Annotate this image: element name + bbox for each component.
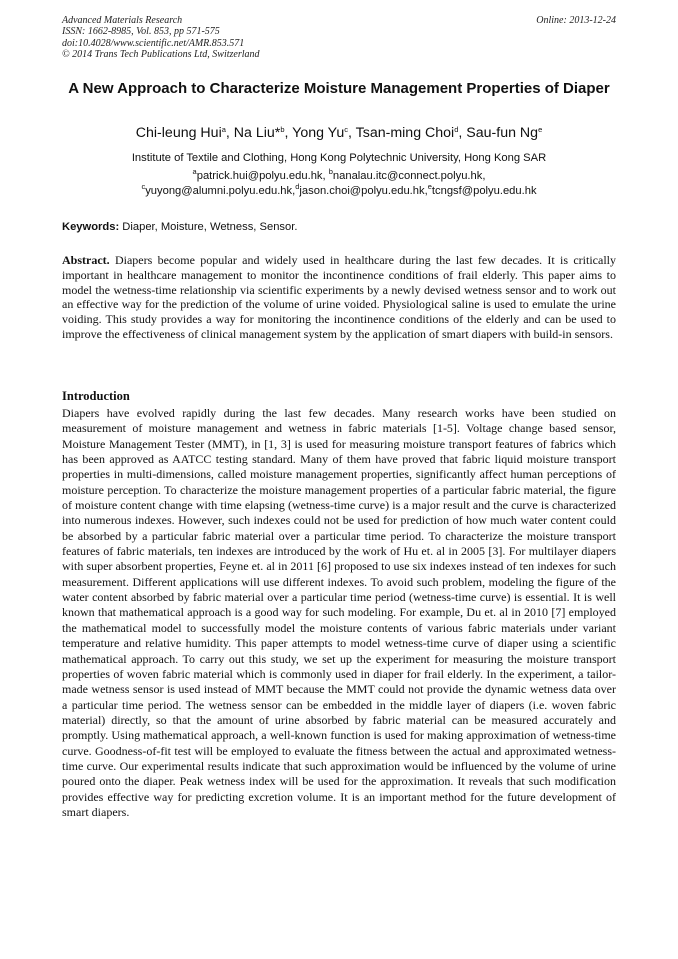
email-a[interactable]: patrick.hui@polyu.edu.hk, <box>196 170 329 182</box>
author-mark: b <box>280 125 285 134</box>
author-separator: , <box>284 125 293 141</box>
abstract-text: Diapers become popular and widely used in healthcare during the last few decades. It is critically important in healthcare management to monitor the incontinence conditions of frail elderly. This paper aims to model the wetness-time relationship via scientific experiments by a newly devised wetness sensor and to work out an effective way for the prediction of the volume of urine voided. Physiological saline is used to emulate the urine voiding. This study provides a way for monitoring the incontinence conditions of the elderly and can be used to improve the effectiveness of clinical management system by the application of smart diapers with build-in sensors. <box>62 253 616 341</box>
doi-line: doi:10.4028/www.scientific.net/AMR.853.571 <box>62 37 245 49</box>
author-separator: , <box>348 125 356 141</box>
author-name: Na Liu* <box>233 125 281 141</box>
issn-line: ISSN: 1662-8985, Vol. 853, pp 571-575 <box>62 26 220 38</box>
author-name: Tsan-ming Choi <box>355 125 455 141</box>
email-mark: d <box>295 182 300 191</box>
email-mark: a <box>192 167 197 176</box>
section-heading-introduction: Introduction <box>62 389 130 403</box>
keywords <box>62 220 616 234</box>
email-e[interactable]: tcngsf@polyu.edu.hk <box>431 185 537 197</box>
journal-name: Advanced Materials Research <box>62 15 183 26</box>
author-name: Sau-fun Ng <box>466 125 539 141</box>
email-d[interactable]: jason.choi@polyu.edu.hk, <box>299 185 428 197</box>
affiliation: Institute of Textile and Clothing, Hong Kong Polytechnic University, Hong Kong SAR <box>131 152 547 164</box>
author-mark: a <box>221 125 226 134</box>
email-line-1 <box>62 169 616 183</box>
abstract-label: Abstract. <box>62 253 110 267</box>
copyright-line: © 2014 Trans Tech Publications Ltd, Switzerland <box>62 48 260 60</box>
author-name: Yong Yu <box>292 125 345 141</box>
email-c[interactable]: yuyong@alumni.polyu.edu.hk, <box>145 185 296 197</box>
email-mark: e <box>427 182 432 191</box>
email-b[interactable]: nanalau.itc@connect.polyu.hk, <box>332 170 486 182</box>
introduction-body: Diapers have evolved rapidly during the last few decades. Many research works have been studied on measurement of moisture management and wetness in fabric materials [1-5]. Voltage change based sensor, Moisture Management Tester (MMT), in [1, 3] is used for measuring moisture transport features of fabrics which has been approved as AATCC testing standard. Many of them have proved that fabric liquid moisture transport properties in multi-dimensions, called moisture management properties, significantly affect human perceptions of moisture perception. To characterize the moisture management properties of a particular fabric material, the figure of moisture content change with time elapsing (wetness-time curve) is a major result and the curve is characterized into numerous indexes. However, such indexes could not be used for prediction of how much water content could be absorbed by a particular fabric material over a particular time period. To characterize the moisture transport features of fabric materials, ten indexes are introduced by the work of Hu et. al in 2005 [3]. For multilayer diapers with super absorbent properties, Feyne et. al in 2011 [6] proposed to use six indexes instead of ten indexes for such measurement. Different applications will use different indexes. To avoid such problem, modeling the figure of the water content absorbed by fabric material over a particular time period (wetness-time curve) is essential. It is well known that mathematical approach is a good way for such modeling. For example, Du et. al in 2010 [7] employed the mathematical model to successfully model the moisture contents of various fabric materials under variant temperature and relative humidity. This paper attempts to model wetness-time curve of diaper using a scientific mathematical approach. To carry out this study, we set up the experiment for measuring the moisture transport properties of woven fabric material which is commonly used in diaper for frail elderly. In the experiment, a tailor-made wetness sensor is used instead of MMT because the MMT could not provide the dynamic wetness data over a particular time period. The wetness sensor can be embedded in the middle layer of diapers (i.e. woven fabric material) directly, so that the amount of urine absorbed by fabric material can be measured accurately and promptly. Using mathematical approach, a well-known function is used for making approximation of wetness-time curve. Goodness-of-fit test will be employed to evaluate the fitness between the actual and approximated wetness-time curve. Our experimental results indicate that such approximation would be influenced by the volume of urine poured onto the diaper. Peak wetness index will be used for the approximation. It reveals that such modification provides effective way for predicting excretion volume. It is an important method for the future development of smart diapers. <box>62 406 616 819</box>
paper-title: A New Approach to Characterize Moisture Management Properties of Diaper <box>68 80 610 97</box>
email-line-2 <box>62 184 616 198</box>
keywords-text: Diaper, Moisture, Wetness, Sensor. <box>119 221 298 233</box>
author-separator: , <box>225 125 234 141</box>
author-separator: , <box>458 125 467 141</box>
online-date: Online: 2013-12-24 <box>536 15 616 26</box>
author-mark: c <box>344 125 348 134</box>
abstract <box>62 253 616 342</box>
author-list <box>62 124 616 142</box>
email-mark: b <box>328 167 333 176</box>
journal-header <box>62 15 616 60</box>
author-name: Chi-leung Hui <box>135 125 222 141</box>
author-mark: e <box>538 125 543 134</box>
email-mark: c <box>141 182 146 191</box>
keywords-label: Keywords: <box>62 221 120 233</box>
author-mark: d <box>454 125 459 134</box>
